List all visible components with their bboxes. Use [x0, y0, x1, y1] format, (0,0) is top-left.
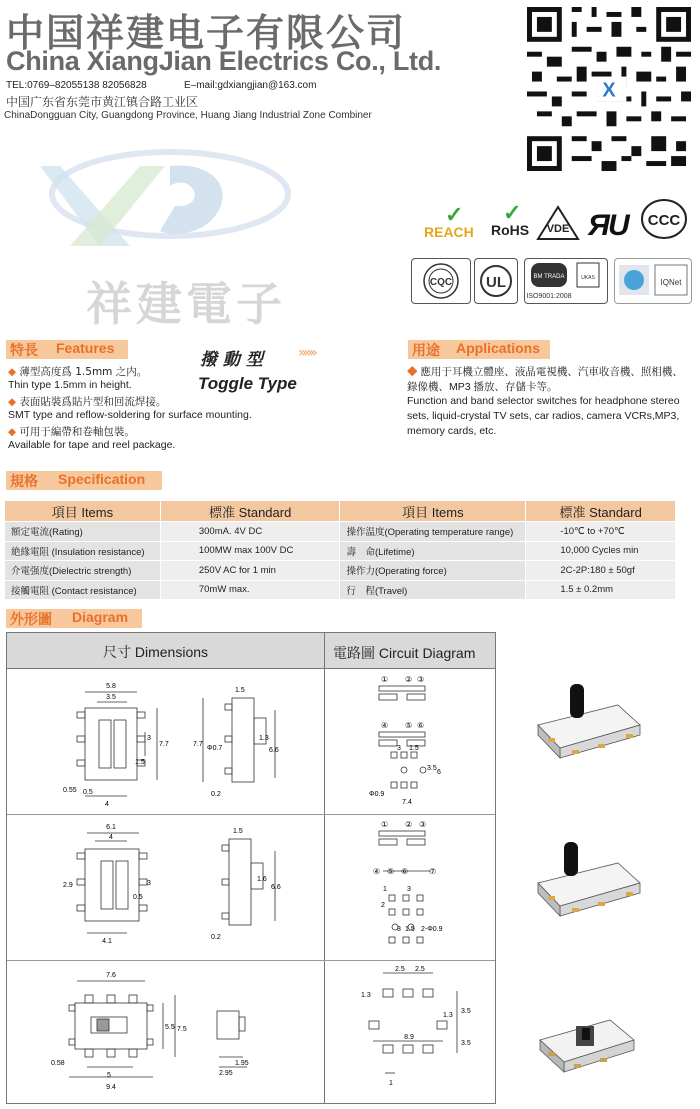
svg-text:6.1: 6.1 — [106, 824, 116, 831]
column-header: 項目 Items — [340, 501, 526, 522]
svg-text:1.6: 1.6 — [257, 876, 267, 883]
svg-text:2.5: 2.5 — [395, 966, 405, 973]
svg-text:5: 5 — [107, 1072, 111, 1079]
svg-text:3.5: 3.5 — [106, 694, 116, 701]
svg-text:5.5: 5.5 — [165, 1024, 175, 1031]
diamond-bullet-icon: ◆ — [8, 426, 20, 438]
table-cell: 10,000 Cycles min — [526, 541, 676, 561]
diamond-bullet-icon: ◆ — [8, 366, 20, 378]
svg-text:CCC: CCC — [647, 212, 681, 229]
svg-text:1: 1 — [383, 886, 387, 893]
product-type-en: Toggle Type — [198, 374, 297, 393]
ul-listed-certificate — [474, 258, 518, 304]
ul-listed-icon — [475, 259, 517, 303]
product-type-cn: 撥 動 型 — [200, 350, 263, 370]
svg-text:6: 6 — [437, 769, 441, 776]
svg-text:3: 3 — [397, 745, 401, 752]
table-cell: 300mA. 4V DC — [160, 522, 340, 542]
specification-header-en: Specification — [58, 471, 146, 487]
address-en: ChinaDongguan City, Guangdong Province, Huang Jiang Industrial Zone Combiner — [4, 110, 372, 121]
svg-text:1.3: 1.3 — [259, 735, 269, 742]
svg-text:2-Φ0.9: 2-Φ0.9 — [421, 926, 443, 933]
table-row — [5, 522, 676, 542]
table-cell: 額定電流(Rating) — [5, 522, 161, 542]
iso-icon — [525, 259, 607, 303]
table-cell: 絶緣電阻 (Insulation resistance) — [5, 541, 161, 561]
application-en-line: sets, liquid-crystal TV sets, car radios, camera VCRs,MP3, — [407, 410, 680, 422]
toggle-switch-illustration-3 — [530, 1000, 642, 1088]
svg-text:3: 3 — [147, 880, 151, 887]
svg-text:Φ0.7: Φ0.7 — [207, 745, 223, 752]
svg-text:1.5: 1.5 — [235, 687, 245, 694]
svg-text:2.9: 2.9 — [63, 882, 73, 889]
diamond-bullet-icon: ◆ — [8, 396, 20, 408]
table-cell: 介電强度(Dielectric strength) — [5, 561, 161, 581]
svg-text:BM TRADA: BM TRADA — [533, 274, 565, 280]
svg-text:0.5: 0.5 — [83, 789, 93, 796]
svg-text:8.9: 8.9 — [404, 1034, 414, 1041]
table-row — [5, 541, 676, 561]
svg-text:U: U — [608, 209, 630, 242]
svg-text:IQNet: IQNet — [660, 278, 682, 287]
svg-text:③: ③ — [417, 675, 425, 684]
diagram-header-cn: 外形圖 — [10, 612, 52, 628]
svg-text:3.5: 3.5 — [461, 1040, 471, 1047]
svg-text:1.5: 1.5 — [135, 759, 145, 766]
diagram-header — [6, 609, 142, 628]
svg-text:1.5: 1.5 — [409, 745, 419, 752]
svg-text:0.58: 0.58 — [51, 1060, 65, 1067]
dimension-drawing-3 — [7, 961, 324, 1103]
table-cell: 1.5 ± 0.2mm — [526, 580, 676, 600]
table-header-row — [5, 501, 676, 522]
svg-text:4: 4 — [105, 801, 109, 808]
iqnet-icon — [615, 259, 691, 303]
svg-text:1.95: 1.95 — [235, 1060, 249, 1067]
svg-text:3: 3 — [407, 886, 411, 893]
table-row — [5, 580, 676, 600]
cqc-icon — [412, 259, 470, 303]
svg-text:⑥: ⑥ — [401, 867, 409, 876]
cqc-certificate — [411, 258, 471, 304]
svg-text:9.4: 9.4 — [106, 1084, 116, 1091]
application-cn-line: ◆ 應用于耳機立體座、液晶電視機、汽車收音機、照相機、 — [407, 366, 683, 378]
circuit-diagram-3 — [325, 961, 495, 1103]
svg-text:④: ④ — [381, 721, 389, 730]
column-header: 項目 Items — [5, 501, 161, 522]
feature-en: Thin type 1.5mm in height. — [8, 379, 132, 391]
application-en-line: memory cards, etc. — [407, 425, 497, 437]
svg-text:1: 1 — [389, 1080, 393, 1087]
toggle-switch-illustration-1 — [528, 680, 648, 770]
svg-text:⑥: ⑥ — [417, 721, 425, 730]
table-cell: 接觸電阻 (Contact resistance) — [5, 580, 161, 600]
svg-text:7.7: 7.7 — [193, 741, 203, 748]
svg-text:⑦: ⑦ — [429, 867, 437, 876]
diamond-bullet-icon: ◆ — [407, 366, 421, 378]
table-cell: 壽 命(Lifetime) — [340, 541, 526, 561]
table-cell: 250V AC for 1 min — [160, 561, 340, 581]
column-header: 標准 Standard — [526, 501, 676, 522]
svg-text:VDE: VDE — [546, 223, 570, 235]
features-header-en: Features — [56, 340, 115, 356]
circuit-column-header: 電路圖 Circuit Diagram — [333, 645, 476, 661]
svg-text:7.7: 7.7 — [159, 741, 169, 748]
application-cn-line: 錄像機、MP3 播放、存儲卡等。 — [407, 381, 558, 393]
svg-text:④: ④ — [373, 867, 381, 876]
svg-text:7.5: 7.5 — [177, 1026, 187, 1033]
svg-text:⑤: ⑤ — [405, 721, 413, 730]
svg-text:1.3: 1.3 — [443, 1012, 453, 1019]
svg-text:0.2: 0.2 — [211, 791, 221, 798]
checkmark-icon: ✓ — [445, 202, 464, 227]
qr-code-icon — [527, 6, 691, 172]
svg-text:②: ② — [405, 675, 413, 684]
applications-header-cn: 用途 — [412, 343, 440, 359]
svg-text:5.8: 5.8 — [106, 683, 116, 690]
applications-header-en: Applications — [456, 340, 541, 356]
column-header: 標准 Standard — [160, 501, 340, 522]
diagram-table-header — [7, 633, 495, 669]
svg-text:X: X — [602, 79, 616, 102]
ul-recognized-icon — [586, 203, 638, 243]
specification-header-cn: 規格 — [10, 474, 38, 490]
feature-cn: ◆ 表面貼裝爲貼片型和回流焊接。 — [8, 396, 167, 408]
features-header-cn: 特長 — [10, 343, 38, 359]
diagram-header-en: Diagram — [72, 609, 129, 625]
reach-badge: REACH — [424, 224, 474, 240]
features-header — [6, 340, 128, 359]
table-cell: 70mW max. — [160, 580, 340, 600]
svg-text:7.4: 7.4 — [402, 799, 412, 806]
svg-text:ISO9001:2008: ISO9001:2008 — [526, 293, 572, 300]
table-cell: 2C-2P:180 ± 50gf — [526, 561, 676, 581]
specification-header — [6, 471, 162, 490]
svg-text:2: 2 — [381, 902, 385, 909]
svg-text:0.5: 0.5 — [133, 894, 143, 901]
svg-text:3.5: 3.5 — [427, 765, 437, 772]
dimensions-column-header: 尺寸 Dimensions — [103, 644, 209, 660]
dimension-drawing-1 — [7, 670, 324, 814]
iso-certificate — [524, 258, 608, 304]
table-cell: 操作力(Operating force) — [340, 561, 526, 581]
ccc-mark-icon — [640, 198, 690, 240]
logo-text: 祥建電子 — [86, 277, 286, 331]
table-cell: 行 程(Travel) — [340, 580, 526, 600]
vde-mark-icon — [536, 205, 580, 241]
feature-en: SMT type and reflow-soldering for surface mounting. — [8, 409, 252, 421]
table-cell: 100MW max 100V DC — [160, 541, 340, 561]
svg-text:1.5: 1.5 — [233, 828, 243, 835]
svg-text:①: ① — [381, 820, 389, 829]
svg-text:2.5: 2.5 — [415, 966, 425, 973]
svg-text:3.5: 3.5 — [461, 1008, 471, 1015]
circuit-diagram-1 — [325, 670, 495, 814]
svg-text:②: ② — [405, 820, 413, 829]
specification-table — [4, 500, 676, 600]
table-row — [5, 561, 676, 581]
checkmark-icon: ✓ — [503, 200, 522, 225]
feature-en: Available for tape and reel package. — [8, 439, 176, 451]
svg-text:0.55: 0.55 — [63, 787, 77, 794]
address-cn: 中国广东省东莞市黄江镇合路工业区 — [6, 95, 199, 109]
svg-text:7.6: 7.6 — [106, 972, 116, 979]
svg-text:CQC: CQC — [429, 277, 453, 288]
dimension-drawing-2 — [7, 815, 324, 959]
table-cell: 操作温度(Operating temperature range) — [340, 522, 526, 542]
company-name-en: China XiangJian Electrics Co., Ltd. — [6, 46, 442, 76]
svg-text:0.2: 0.2 — [211, 934, 221, 941]
svg-text:UL: UL — [486, 274, 506, 291]
svg-text:3: 3 — [397, 926, 401, 933]
svg-text:UKAS: UKAS — [581, 275, 595, 281]
svg-text:Φ0.9: Φ0.9 — [369, 791, 385, 798]
telephone: TEL:0769–82055138 82056828 — [6, 80, 147, 91]
svg-text:⑤: ⑤ — [387, 867, 395, 876]
svg-text:4.1: 4.1 — [102, 938, 112, 945]
diagram-table — [6, 632, 496, 1104]
svg-text:①: ① — [381, 675, 389, 684]
svg-text:4: 4 — [109, 834, 113, 841]
rohs-badge: RoHS — [491, 222, 530, 238]
svg-text:1.5: 1.5 — [405, 926, 415, 933]
svg-text:6.6: 6.6 — [271, 884, 281, 891]
circuit-diagram-2 — [325, 815, 495, 959]
svg-text:1.3: 1.3 — [361, 992, 371, 999]
table-cell: -10℃ to +70℃ — [526, 522, 676, 542]
svg-text:2.95: 2.95 — [219, 1070, 233, 1077]
svg-text:③: ③ — [419, 820, 427, 829]
iqnet-certificate — [614, 258, 692, 304]
company-name-cn: 中国祥建电子有限公司 — [6, 11, 407, 55]
svg-text:Я: Я — [588, 209, 610, 242]
feature-cn: ◆ 可用于編帶和卷軸包裝。 — [8, 426, 135, 438]
svg-text:3: 3 — [147, 735, 151, 742]
application-en-line: Function and band selector switches for headphone stereo — [407, 395, 680, 407]
email: E–mail:gdxiangjian@163.com — [184, 80, 317, 91]
applications-header — [408, 340, 550, 359]
svg-text:6.6: 6.6 — [269, 747, 279, 754]
feature-cn: ◆ 薄型高度爲 1.5mm 之内。 — [8, 366, 148, 378]
toggle-switch-illustration-2 — [530, 838, 650, 928]
arrows-icon: »»» — [298, 345, 315, 361]
